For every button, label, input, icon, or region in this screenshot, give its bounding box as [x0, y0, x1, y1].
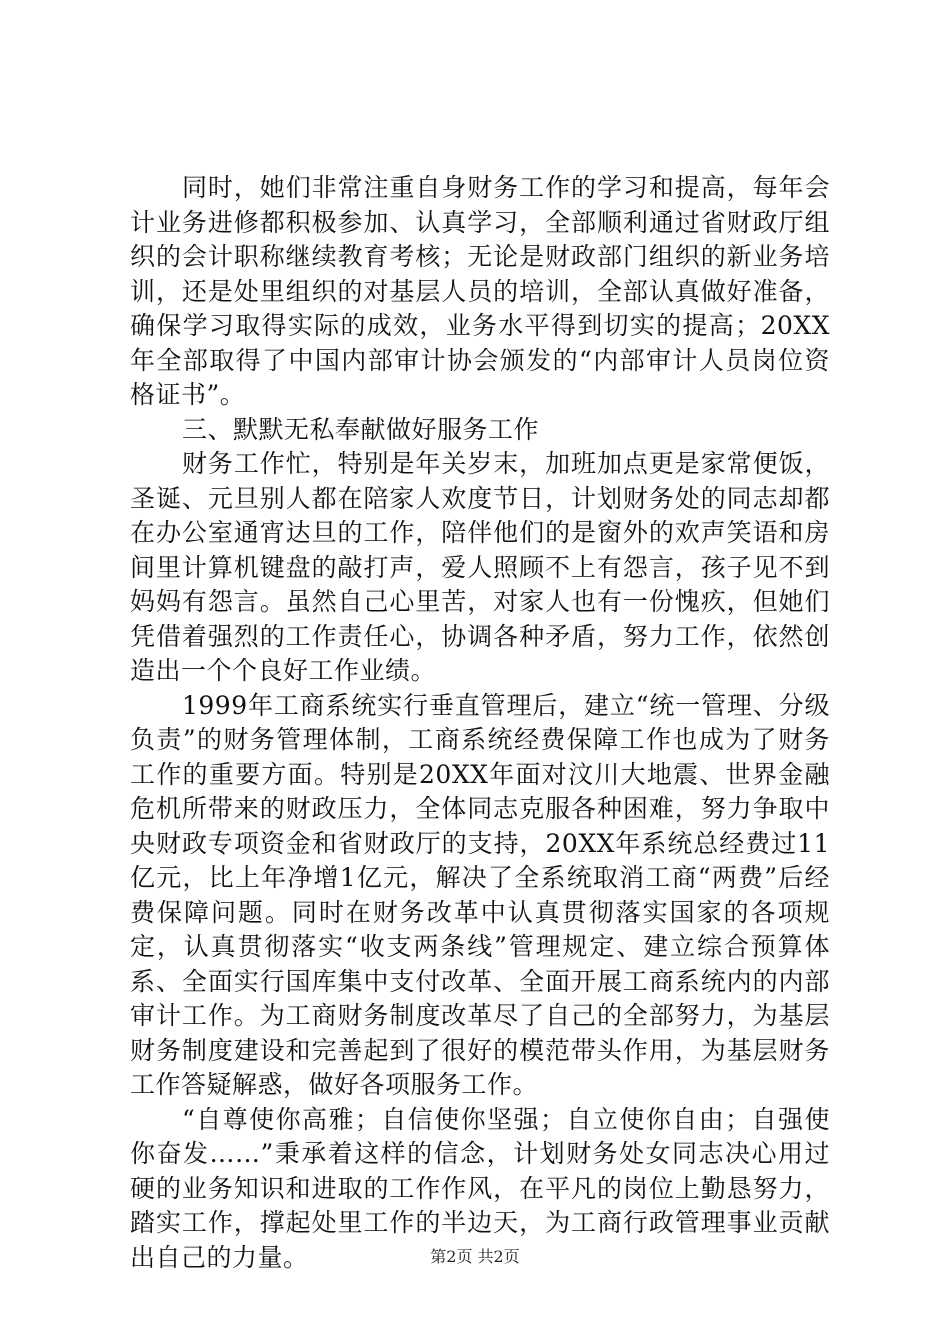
document-body	[130, 171, 830, 1275]
paragraph-closing: “自尊使你高雅；自信使你坚强；自立使你自由；自强使你奋发……”秉承着这样的信念，计划财务处女同志决心用过硬的业务知识和进取的工作作风，在平凡的岗位上勤恳努力，踏实工作，撑起处里工作的半边天，为工商行政管理事业贡献出自己的力量。	[130, 1104, 830, 1272]
paragraph-study: 同时，她们非常注重自身财务工作的学习和提高，每年会计业务进修都积极参加、认真学习，全部顺利通过省财政厅组织的会计职称继续教育考核；无论是财政部门组织的新业务培训，还是处里组织的对基层人员的培训，全部认真做好准备，确保学习取得实际的成效，业务水平得到切实的提高；20XX年全部取得了中国内部审计协会颁发的“内部审计人员岗位资格证书”。	[130, 173, 830, 409]
page-footer: 第2页 共2页	[430, 1247, 520, 1266]
paragraph-management: 1999年工商系统实行垂直管理后，建立“统一管理、分级负责”的财务管理体制，工商系统经费保障工作也成为了财务工作的重要方面。特别是20XX年面对汶川大地震、世界金融危机所带来的财政压力，全体同志克服各种困难，努力争取中央财政专项资金和省财政厅的支持，20XX年系统总经费过11亿元，比上年净增1亿元，解决了全系统取消工商“两费”后经费保障问题。同时在财务改革中认真贯彻落实国家的各项规定，认真贯彻落实“收支两条线”管理规定、建立综合预算体系、全面实行国库集中支付改革、全面开展工商系统内的内部审计工作。为工商财务制度改革尽了自己的全部努力，为基层财务制度建设和完善起到了很好的模范带头作用，为基层财务工作答疑解惑，做好各项服务工作。	[130, 690, 830, 1099]
section-heading-service: 三、默默无私奉献做好服务工作	[182, 414, 540, 444]
paragraph-overtime: 财务工作忙，特别是年关岁末，加班加点更是家常便饭，圣诞、元旦别人都在陪家人欢度节日，计划财务处的同志却都在办公室通宵达旦的工作，陪伴他们的是窗外的欢声笑语和房间里计算机键盘的敲打声，爱人照顾不上有怨言，孩子见不到妈妈有怨言。虽然自己心里苦，对家人也有一份愧疚，但她们凭借着强烈的工作责任心，协调各种矛盾，努力工作，依然创造出一个个良好工作业绩。	[130, 449, 830, 685]
